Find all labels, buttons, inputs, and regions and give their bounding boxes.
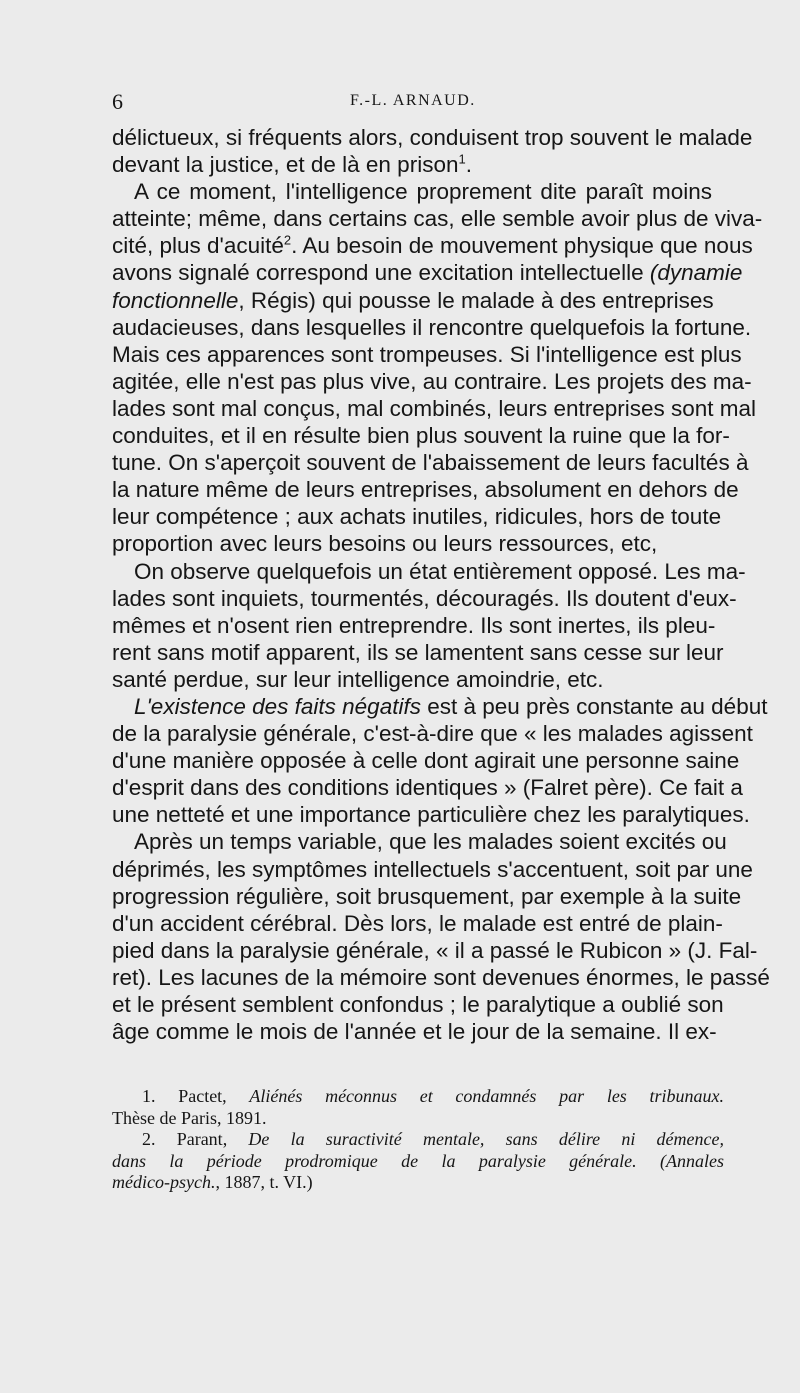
text-line: de la paralysie générale, c'est-à-dire que « les malades agissent [112, 721, 753, 747]
text-line: A ce moment, l'intelligence proprement dite paraît moins [134, 179, 712, 205]
text-line: délictueux, si fréquents alors, conduisent trop souvent le malade [112, 125, 753, 150]
text-line: lades sont mal conçus, mal combinés, leurs entreprises sont mal [112, 395, 757, 421]
footnote-2-cont: dans la période prodromique de la paralysie générale. (Annales [112, 1150, 725, 1171]
text-line: d'un accident cérébral. Dès lors, le malade est entré de plain- [112, 910, 723, 936]
text-line: fonctionnelle, Régis) qui pousse le malade à des entreprises [112, 287, 714, 313]
text-line: rent sans motif apparent, ils se lamentent sans cesse sur leur [112, 639, 724, 665]
text-line: proportion avec leurs besoins ou leurs ressources, etc, [112, 531, 658, 557]
text-line: Après un temps variable, que les malades soient excités ou [134, 829, 727, 855]
text-line: déprimés, les symptômes intellectuels s'accentuent, soit par une [112, 856, 753, 882]
text-line: Mais ces apparences sont trompeuses. Si l'intelligence est plus [112, 341, 742, 367]
footnote-1-cont: Thèse de Paris, 1891. [112, 1107, 267, 1128]
text-line: atteinte; même, dans certains cas, elle semble avoir plus de viva- [112, 206, 763, 232]
text-line: pied dans la paralysie générale, « il a passé le Rubicon » (J. Fal- [112, 937, 758, 963]
page-header [112, 89, 712, 119]
text-line: mêmes et n'osent rien entreprendre. Ils sont inertes, ils pleu- [112, 612, 716, 638]
text-line: une netteté et une importance particulière chez les paralytiques. [112, 802, 750, 828]
text-line: et le présent semblent confondus ; le paralytique a oublié son [112, 992, 724, 1017]
text-line: L'existence des faits négatifs est à peu près constante au début [134, 693, 768, 719]
text-line: d'esprit dans des conditions identiques » (Falret père). Ce fait a [112, 775, 743, 801]
text-line: leur compétence ; aux achats inutiles, ridicules, hors de toute [112, 504, 722, 530]
text-line: On observe quelquefois un état entièrement opposé. Les ma- [134, 558, 746, 584]
text-line: âge comme le mois de l'année et le jour de la semaine. Il ex- [112, 1019, 717, 1045]
text-line: d'une manière opposée à celle dont agirait une personne saine [112, 748, 740, 774]
footnote-ref: 1 [458, 151, 466, 167]
footnote-2: 2. Parant, De la suractivité mentale, sans délire ni démence, [142, 1129, 725, 1149]
text-line: progression régulière, soit brusquement, par exemple à la suite [112, 883, 742, 909]
text-line: la nature même de leurs entreprises, absolument en dehors de [112, 477, 739, 503]
text-line: santé perdue, sur leur intelligence amoindrie, etc. [112, 666, 604, 692]
text-line: devant la justice, et de là en prison$^1$. [112, 151, 472, 178]
footnote-ref: 2 [283, 232, 292, 248]
text-line: audacieuses, dans lesquelles il rencontre quelquefois la fortune. [112, 314, 752, 340]
text-line: cité, plus d'acuité$^2$. Au besoin de mouvement physique que nous [112, 232, 753, 259]
running-head: F.-L. ARNAUD. [350, 92, 476, 109]
footnote-2-cont2: médico-psych., 1887, t. VI.) [112, 1172, 313, 1192]
text-line: agitée, elle n'est pas plus vive, au contraire. Les projets des ma- [112, 368, 752, 394]
text-line: avons signalé correspond une excitation intellectuelle (dynamie [112, 260, 743, 286]
text-line: lades sont inquiets, tourmentés, découragés. Ils doutent d'eux- [112, 585, 737, 611]
footnotes [112, 1086, 724, 1194]
page-number: 6 [112, 89, 124, 114]
body-text [112, 124, 770, 1045]
text-line: conduites, et il en résulte bien plus souvent la ruine que la for- [112, 423, 730, 449]
text-line: ret). Les lacunes de la mémoire sont devenues énormes, le passé [112, 964, 770, 990]
footnote-1: 1. Pactet, Aliénés méconnus et condamnés par les tribunaux. [142, 1086, 725, 1106]
text-line: tune. On s'aperçoit souvent de l'abaissement de leurs facultés à [112, 450, 749, 476]
